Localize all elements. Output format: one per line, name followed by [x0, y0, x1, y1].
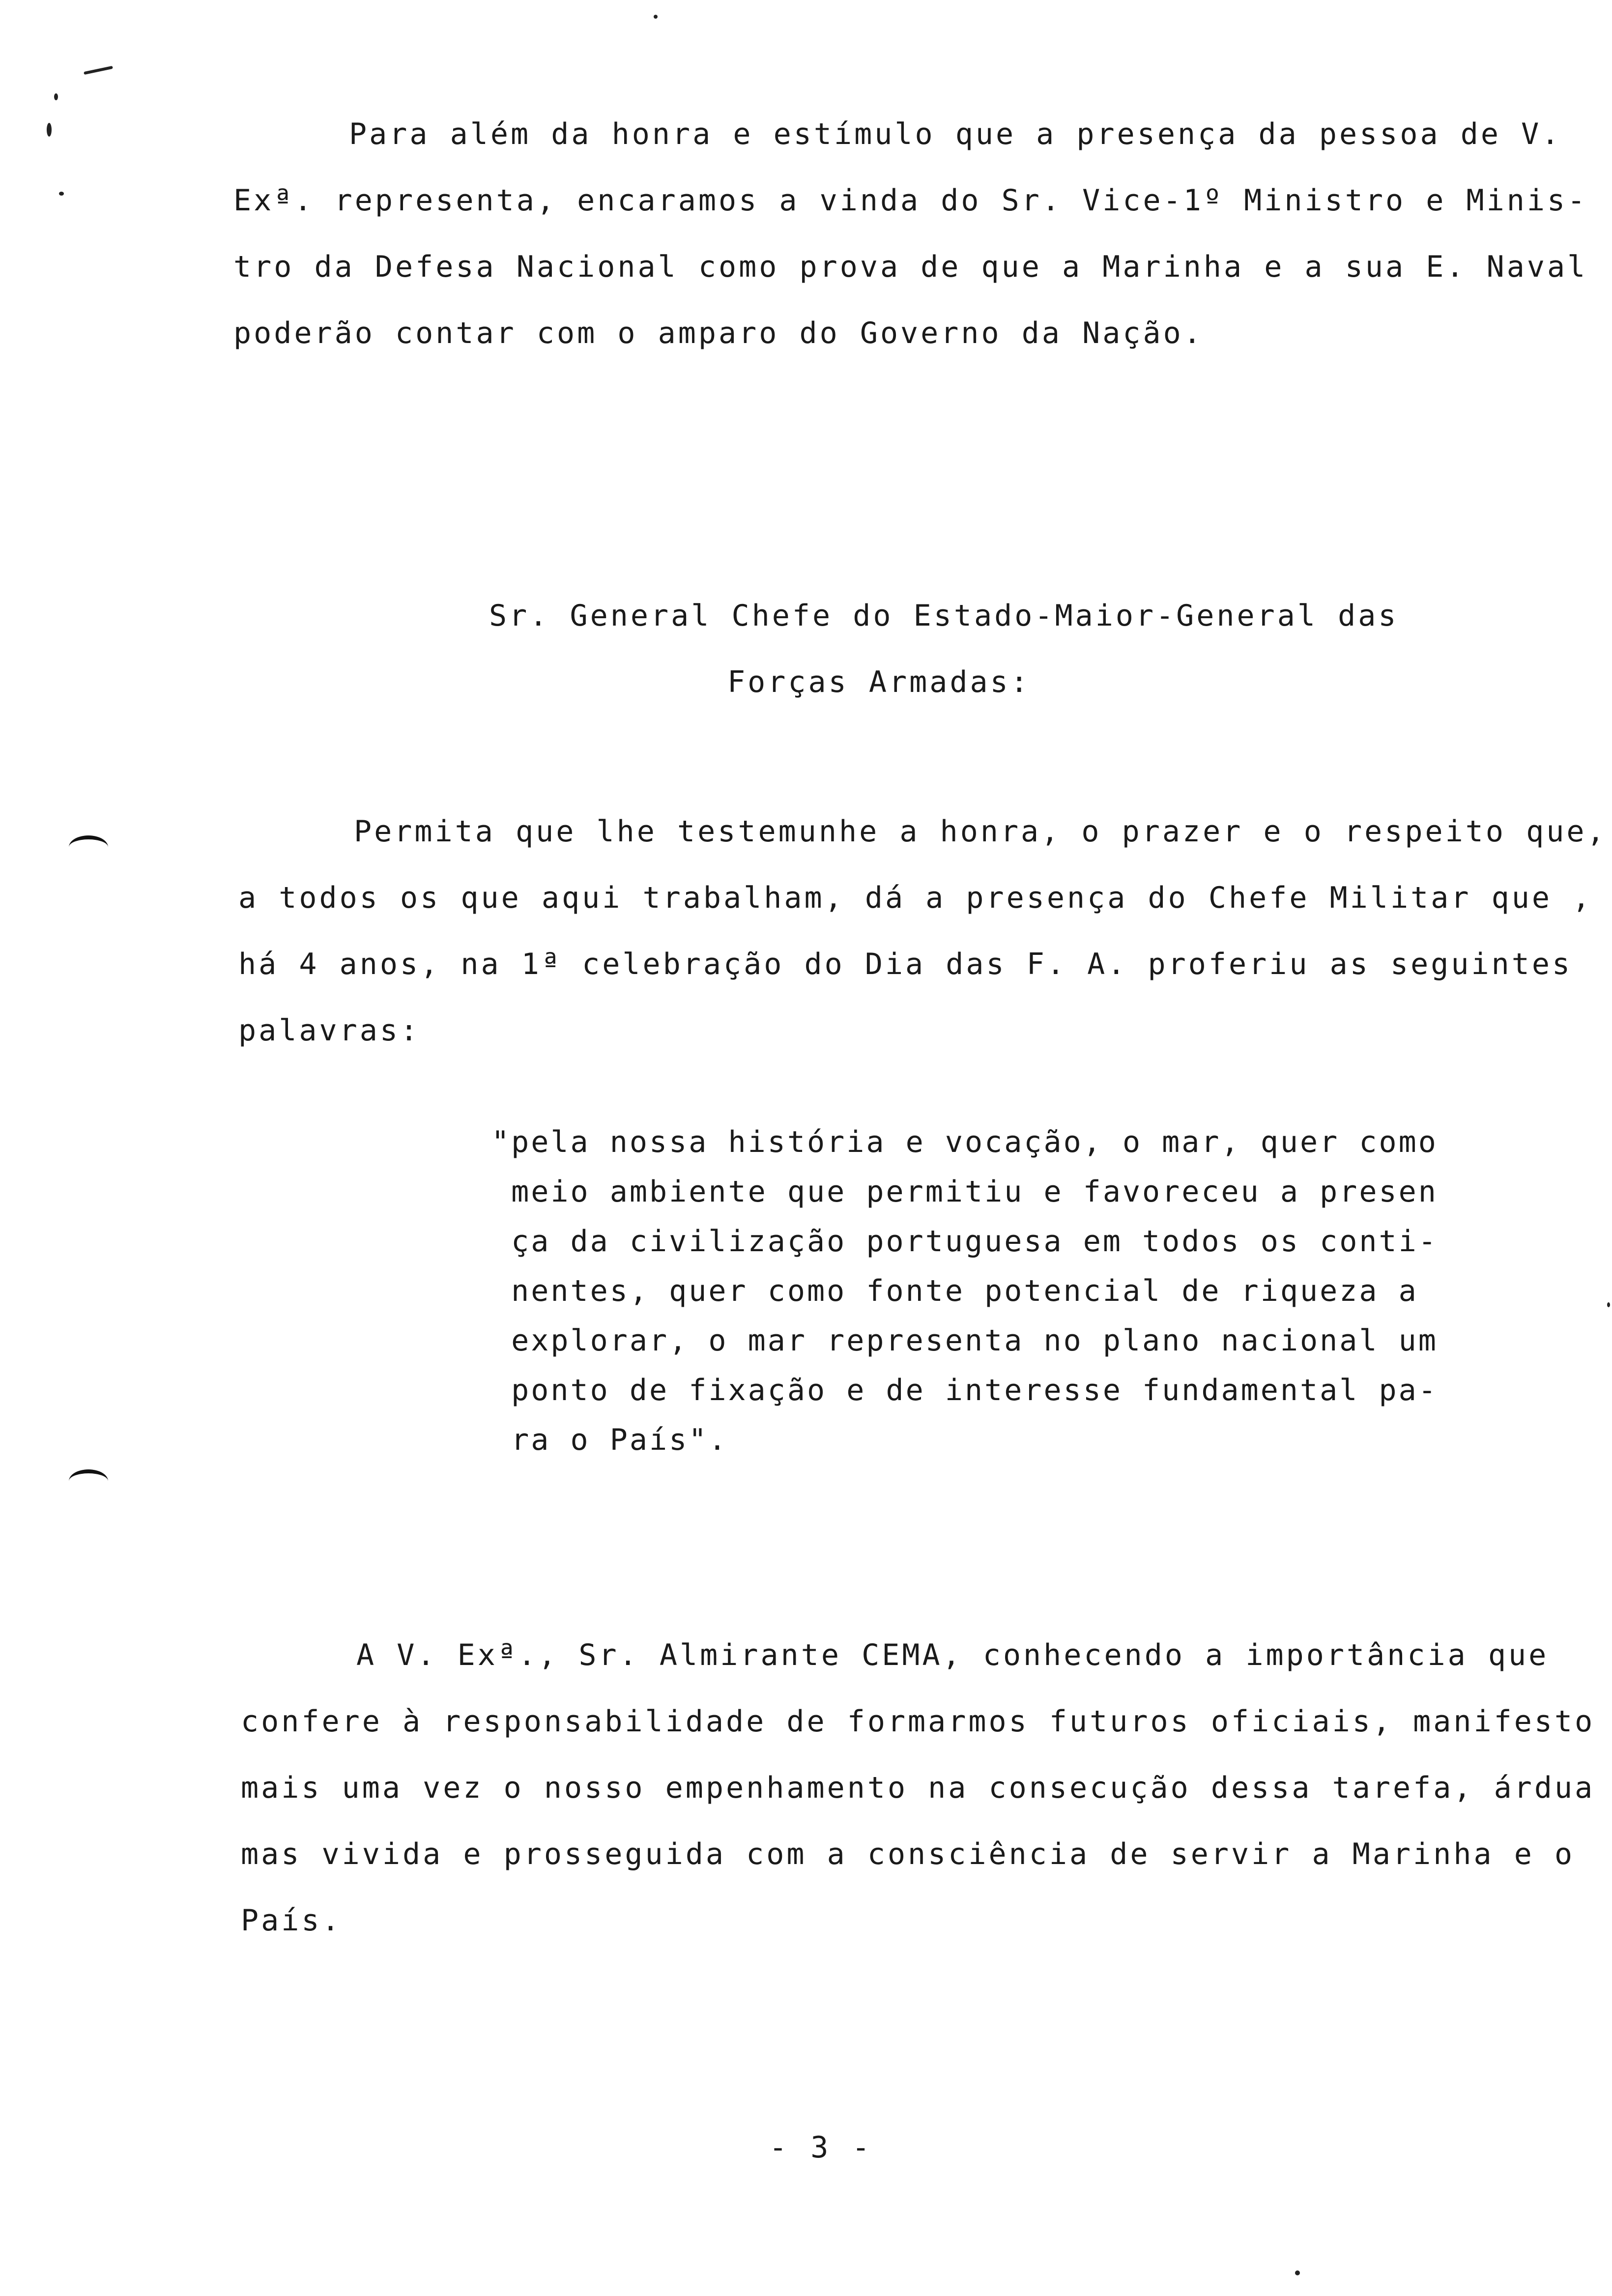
address-line: Forças Armadas:: [727, 665, 1031, 699]
scan-speck: [84, 66, 113, 75]
paragraph-2-line: palavras:: [238, 1013, 421, 1048]
scan-speck: [1295, 2270, 1300, 2275]
scan-speck: [1607, 1302, 1610, 1307]
page-number: - 3 -: [769, 2130, 873, 2165]
quote-line: "pela nossa história e vocação, o mar, quer como: [491, 1125, 1438, 1159]
address-line: Sr. General Chefe do Estado-Maior-General das: [489, 599, 1399, 633]
quote-line: ça da civilização portuguesa em todos os conti-: [491, 1224, 1438, 1259]
paragraph-1-line: Exª. representa, encaramos a vinda do Sr. Vice-1º Ministro e Minis-: [233, 183, 1588, 218]
punch-hole-mark: [69, 835, 108, 859]
paragraph-1-line: Para além da honra e estímulo que a presença da pessoa de V.: [349, 117, 1562, 151]
paragraph-3-line: mas vivida e prosseguida com a consciência de servir a Marinha e o: [241, 1837, 1575, 1871]
paragraph-3-line: A V. Exª., Sr. Almirante CEMA, conhecendo a importância que: [356, 1638, 1549, 1672]
scan-speck: [54, 93, 58, 100]
scan-speck: [654, 15, 658, 19]
scan-speck: [47, 123, 52, 137]
quote-line: explorar, o mar representa no plano nacional um: [491, 1323, 1438, 1358]
quote-line: ponto de fixação e de interesse fundamental pa-: [491, 1373, 1438, 1407]
paragraph-2-line: a todos os que aqui trabalham, dá a presença do Chefe Militar que ,: [238, 881, 1593, 915]
paragraph-1-line: poderão contar com o amparo do Governo da Nação.: [233, 316, 1204, 350]
quote-line: nentes, quer como fonte potencial de riqueza a: [491, 1274, 1418, 1308]
paragraph-3-line: confere à responsabilidade de formarmos futuros oficiais, manifesto: [241, 1704, 1595, 1739]
paragraph-3-line: País.: [241, 1903, 342, 1938]
paragraph-2-line: Permita que lhe testemunhe a honra, o prazer e o respeito que,: [354, 814, 1607, 849]
paragraph-3-line: mais uma vez o nosso empenhamento na consecução dessa tarefa, árdua: [241, 1771, 1595, 1805]
paragraph-1-line: tro da Defesa Nacional como prova de que a Marinha e a sua E. Naval: [233, 250, 1588, 284]
quote-line: ra o País".: [491, 1423, 728, 1457]
paragraph-2-line: há 4 anos, na 1ª celebração do Dia das F. A. proferiu as seguintes: [238, 947, 1573, 981]
punch-hole-mark: [69, 1469, 108, 1493]
scan-speck: [59, 192, 64, 196]
quote-line: meio ambiente que permitiu e favoreceu a presen: [491, 1175, 1438, 1209]
